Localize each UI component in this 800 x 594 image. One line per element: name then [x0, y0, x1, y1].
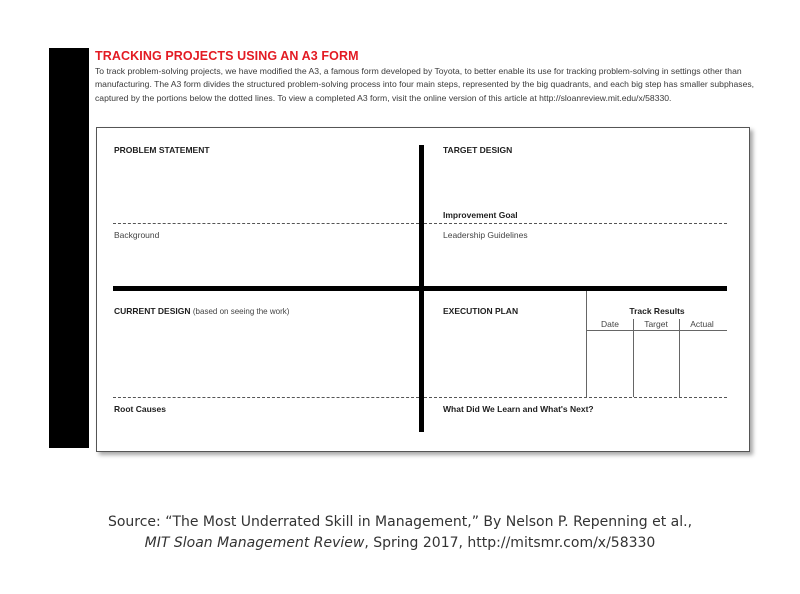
current-design-note: (based on seeing the work): [192, 307, 290, 316]
dotted-line-problem: [113, 223, 419, 224]
left-black-bar: [49, 48, 89, 448]
track-results-col-target: Target: [644, 319, 668, 329]
background-label: Background: [114, 230, 160, 240]
dotted-line-target: [424, 223, 727, 224]
a3-form: [96, 127, 750, 452]
leadership-guidelines-label: Leadership Guidelines: [443, 230, 528, 240]
figure-description: To track problem-solving projects, we have modified the A3, a famous form developed by Toyota, to better enable its use for tracking problem-solving in settings other than manufacturing. The A3 form divides the structured problem-solving process into four main steps, represented by the big quadrants, and each big step has smaller subphases, captured by the portions below the dotted lines. To view a completed A3 form, visit the online version of this article at http://sloanreview.mit.edu/x/58330.: [95, 66, 755, 103]
track-results-col-divider-1: [633, 319, 634, 397]
problem-statement-heading: PROBLEM STATEMENT: [114, 145, 210, 155]
current-design-heading-row: [114, 306, 289, 316]
figure-title: TRACKING PROJECTS USING AN A3 FORM: [95, 49, 359, 63]
dotted-line-execution: [424, 397, 727, 398]
current-design-heading: CURRENT DESIGN: [114, 306, 191, 316]
horizontal-divider: [113, 286, 727, 291]
caption-line-1: Source: “The Most Underrated Skill in Management,” By Nelson P. Repenning et al.,: [107, 514, 693, 530]
track-results-col-divider-2: [679, 319, 680, 397]
source-caption: [0, 512, 800, 554]
dotted-line-current: [113, 397, 419, 398]
execution-plan-heading: EXECUTION PLAN: [443, 306, 519, 316]
track-results-header-rule: [587, 330, 727, 331]
track-results-col-date: Date: [601, 319, 619, 329]
caption-line-2-rest: , Spring 2017, http://mitsmr.com/x/58330: [364, 535, 656, 551]
improvement-goal-label: Improvement Goal: [443, 210, 518, 220]
root-causes-label: Root Causes: [114, 404, 166, 414]
track-results-title: Track Results: [629, 306, 685, 316]
figure-header: [95, 48, 755, 105]
track-results-col-actual: Actual: [690, 319, 714, 329]
what-next-label: What Did We Learn and What's Next?: [443, 404, 594, 414]
caption-line-2: [0, 533, 800, 554]
target-design-heading: TARGET DESIGN: [443, 145, 513, 155]
caption-journal: MIT Sloan Management Review: [144, 535, 365, 551]
